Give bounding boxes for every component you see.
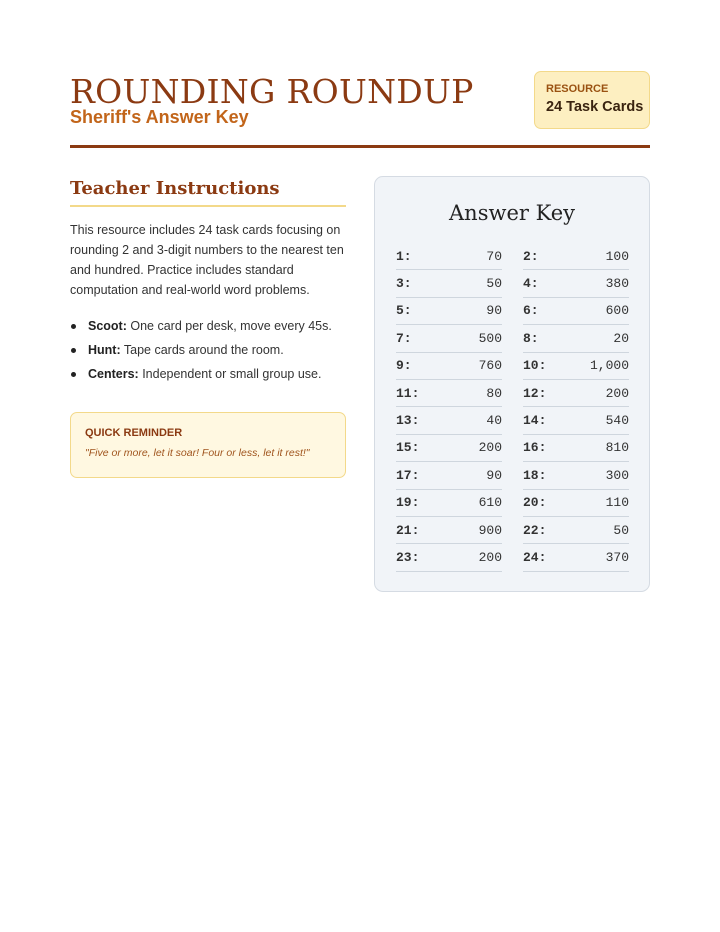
answer-row: [396, 325, 502, 352]
question-number: 10:: [523, 358, 547, 374]
answer-row: [523, 435, 629, 462]
answer-row: [396, 435, 502, 462]
question-number: 19:: [396, 495, 420, 511]
answer-value: 200: [478, 549, 502, 565]
question-number: 13:: [396, 413, 420, 429]
teacher-instructions-section: [70, 178, 346, 478]
usage-item-name: Hunt:: [88, 343, 121, 357]
answer-value: 380: [605, 276, 629, 292]
badge-value: 24 Task Cards: [546, 99, 644, 115]
usage-item-scoot: [70, 314, 346, 338]
answer-value: 610: [478, 495, 502, 511]
answer-row: [396, 407, 502, 434]
answer-row: [396, 298, 502, 325]
question-number: 18:: [523, 467, 547, 483]
answer-key-panel: [374, 176, 650, 592]
question-number: 16:: [523, 440, 547, 456]
instructions-heading: Teacher Instructions: [70, 178, 346, 207]
answer-value: 90: [486, 303, 502, 319]
answer-key-title: Answer Key: [449, 201, 575, 225]
reminder-title: QUICK REMINDER: [85, 427, 183, 439]
answer-row: [396, 462, 502, 489]
badge-label: RESOURCE: [546, 83, 609, 95]
question-number: 9:: [396, 358, 412, 374]
usage-item-name: Scoot:: [88, 319, 127, 333]
answer-value: 810: [605, 440, 629, 456]
answer-value: 100: [605, 248, 629, 264]
answer-value: 90: [486, 467, 502, 483]
answer-row: [396, 490, 502, 517]
question-number: 11:: [396, 385, 420, 401]
answer-value: 20: [613, 330, 629, 346]
question-number: 17:: [396, 467, 420, 483]
answer-value: 500: [478, 330, 502, 346]
answer-row: [396, 353, 502, 380]
answer-row: [523, 380, 629, 407]
page-title: ROUNDING ROUNDUP: [70, 72, 474, 111]
question-number: 20:: [523, 495, 547, 511]
usage-item-text: One card per desk, move every 45s.: [126, 319, 332, 333]
answer-row: [523, 243, 629, 270]
answer-row: [523, 353, 629, 380]
question-number: 7:: [396, 330, 412, 346]
answer-value: 40: [486, 413, 502, 429]
question-number: 22:: [523, 522, 547, 538]
question-number: 2:: [523, 248, 539, 264]
question-number: 12:: [523, 385, 547, 401]
question-number: 23:: [396, 549, 420, 565]
answer-value: 200: [605, 385, 629, 401]
answer-value: 80: [486, 385, 502, 401]
usage-item-hunt: [70, 338, 346, 362]
answer-value: 50: [613, 522, 629, 538]
answer-value: 110: [605, 495, 629, 511]
page-header: [70, 70, 650, 148]
page-subtitle: Sheriff's Answer Key: [70, 107, 249, 127]
usage-item-centers: [70, 362, 346, 386]
answer-value: 900: [478, 522, 502, 538]
answer-row: [523, 325, 629, 352]
question-number: 24:: [523, 549, 547, 565]
quick-reminder-box: [70, 412, 346, 478]
answer-value: 600: [605, 303, 629, 319]
answer-value: 70: [486, 248, 502, 264]
answer-row: [523, 517, 629, 544]
answer-row: [523, 298, 629, 325]
question-number: 5:: [396, 303, 412, 319]
question-number: 4:: [523, 276, 539, 292]
question-number: 6:: [523, 303, 539, 319]
question-number: 21:: [396, 522, 420, 538]
question-number: 8:: [523, 330, 539, 346]
answer-value: 1,000: [589, 358, 629, 374]
answer-value: 540: [605, 413, 629, 429]
question-number: 14:: [523, 413, 547, 429]
answer-row: [396, 270, 502, 297]
instructions-intro: This resource includes 24 task cards focusing on rounding 2 and 3-digit numbers to the nearest ten and hundred. Practice includes standard computation and real-world word problems.: [70, 223, 344, 297]
answer-value: 200: [478, 440, 502, 456]
answer-value: 300: [605, 467, 629, 483]
answer-grid: [396, 243, 629, 572]
answer-row: [396, 517, 502, 544]
question-number: 15:: [396, 440, 420, 456]
answer-row: [523, 270, 629, 297]
answer-row: [523, 544, 629, 571]
answer-row: [396, 544, 502, 571]
answer-row: [523, 490, 629, 517]
usage-list: [70, 314, 346, 386]
usage-item-text: Independent or small group use.: [138, 367, 322, 381]
answer-row: [523, 462, 629, 489]
question-number: 3:: [396, 276, 412, 292]
answer-value: 50: [486, 276, 502, 292]
answer-row: [523, 407, 629, 434]
answer-value: 760: [478, 358, 502, 374]
resource-badge: [534, 71, 650, 129]
question-number: 1:: [396, 248, 412, 264]
answer-row: [396, 380, 502, 407]
usage-item-text: Tape cards around the room.: [120, 343, 284, 357]
answer-row: [396, 243, 502, 270]
reminder-quote: "Five or more, let it soar! Four or less, let it rest!": [85, 447, 310, 459]
usage-item-name: Centers:: [88, 367, 139, 381]
answer-value: 370: [605, 549, 629, 565]
